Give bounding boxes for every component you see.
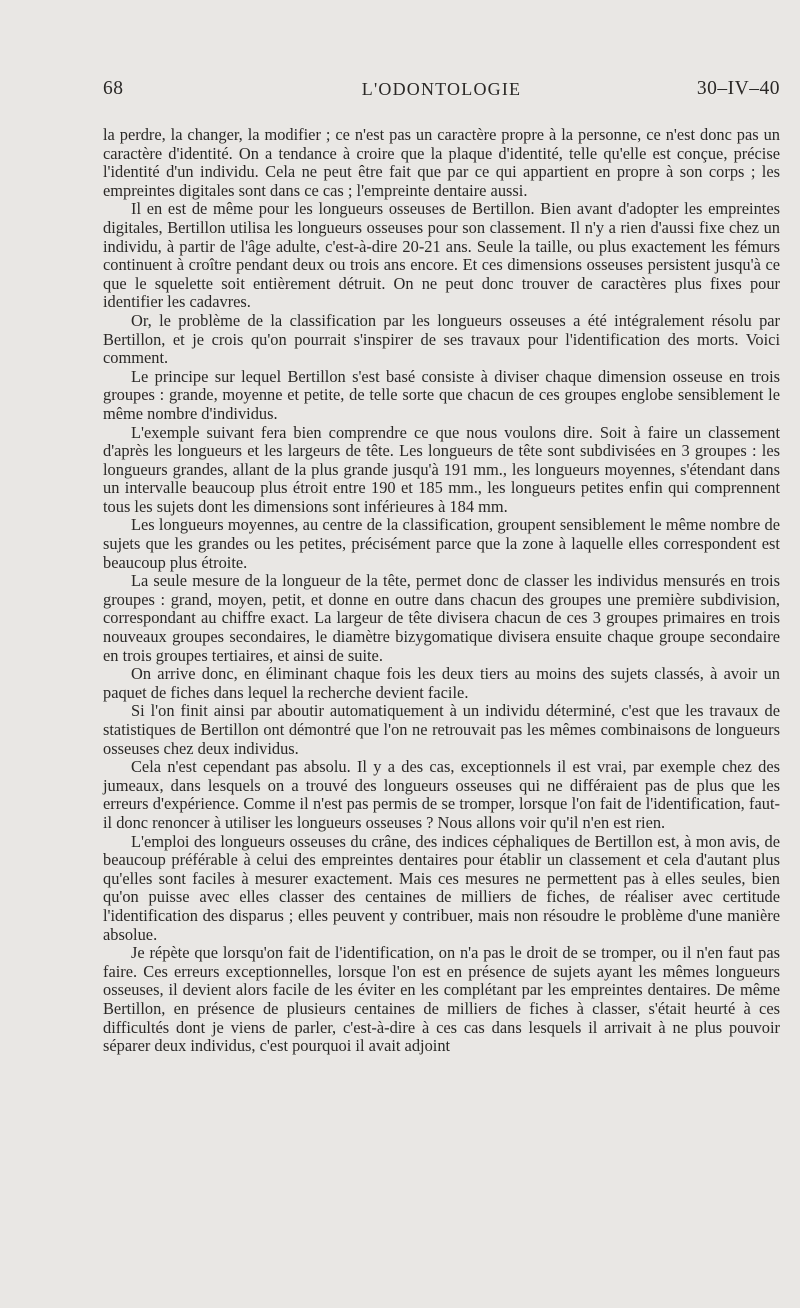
paragraph: Si l'on finit ainsi par aboutir automatiquement à un individu déterminé, c'est que les travaux de statistiques de Bertillon ont démontré que l'on ne retrouvait pas les mêmes combinaisons de longueurs osseuses chez deux individus. [103, 701, 780, 758]
page-number: 68 [103, 78, 124, 99]
issue-date: 30–IV–40 [696, 78, 780, 99]
paragraph: Je répète que lorsqu'on fait de l'identification, on n'a pas le droit de se tromper, ou il n'en faut pas faire. Ces erreurs exceptionnelles, lorsque l'on est en présence de sujets ayant les mêmes longueurs osseuses, il devient alors facile de les éviter en les complétant par les empreintes dentaires. De même Bertillon, en présence de plusieurs centaines de milliers de fiches à classer, s'était heurté à ces difficultés dont je viens de parler, c'est-à-dire à ces cas dans lesquels il arrivait à ne plus pouvoir séparer deux individus, c'est pourquoi il avait adjoint [103, 943, 780, 1056]
paragraph: La seule mesure de la longueur de la tête, permet donc de classer les individus mensurés en trois groupes : grand, moyen, petit, et donne en outre dans chacun des groupes une première subdivision, correspondant au chiffre exact. La largeur de tête divisera chacun de ces 3 groupes primaires en trois nouveaux groupes secondaires, le diamètre bizygomatique divisera ensuite chaque groupe secondaire en trois groupes tertiaires, et ainsi de suite. [103, 571, 780, 665]
journal-title: L'ODONTOLOGIE [361, 79, 522, 99]
paragraph: Il en est de même pour les longueurs osseuses de Bertillon. Bien avant d'adopter les empreintes digitales, Bertillon utilisa les longueurs osseuses pour son classement. Il n'y a rien d'aussi fixe chez un individu, à partir de l'âge adulte, c'est-à-dire 20-21 ans. Seule la taille, ou plus exactement les fémurs continuent à croître pendant deux ou trois ans encore. Et ces dimensions osseuses persistent jusqu'à ce que le squelette soit entièrement détruit. On ne peut donc trouver de caractères plus fixes pour identifier les cadavres. [103, 199, 780, 312]
running-header [103, 78, 780, 104]
paragraph: L'emploi des longueurs osseuses du crâne, des indices céphaliques de Bertillon est, à mon avis, de beaucoup préférable à celui des empreintes dentaires pour établir un classement et cela d'autant plus qu'elles sont faciles à mesurer exactement. Mais ces mesures ne permettent pas à elles seules, bien qu'on puisse avec elles classer des centaines de milliers de fiches, de réaliser avec certitude l'identification des disparus ; elles peuvent y contribuer, mais non résoudre le problème d'une manière absolue. [103, 831, 780, 944]
paragraph: Or, le problème de la classification par les longueurs osseuses a été intégralement résolu par Bertillon, et je crois qu'on pourrait s'inspirer de ses travaux pour l'identification des morts. Voici comment. [103, 310, 780, 368]
paragraph: Le principe sur lequel Bertillon s'est basé consiste à diviser chaque dimension osseuse en trois groupes : grande, moyenne et petite, de telle sorte que chacun de ces groupes englobe sensiblement le même nombre d'individus. [103, 366, 780, 423]
paragraph: On arrive donc, en éliminant chaque fois les deux tiers au moins des sujets classés, à avoir un paquet de fiches dans lequel la recherche devient facile. [103, 664, 780, 702]
paragraph: Cela n'est cependant pas absolu. Il y a des cas, exceptionnels il est vrai, par exemple chez des jumeaux, dans lesquels on a trouvé des longueurs osseuses qui ne différaient pas de plus que les erreurs d'expérience. Comme il n'est pas permis de se tromper, lorsque l'on fait de l'identification, faut-il donc renoncer à utiliser les longueurs osseuses ? Nous allons voir qu'il n'en est rien. [103, 757, 780, 832]
body-text [103, 126, 780, 1056]
paragraph: Les longueurs moyennes, au centre de la classification, groupent sensiblement le même nombre de sujets que les grandes ou les petites, précisément parce que la zone à laquelle elles correspondent est beaucoup plus étroite. [103, 515, 780, 572]
paragraph: la perdre, la changer, la modifier ; ce n'est pas un caractère propre à la personne, ce n'est donc pas un caractère d'identité. On a tendance à croire que la plaque d'identité, telle qu'elle est conçue, précise l'identité d'un individu. Cela ne peut être fait que par ce qui appartient en propre à son corps ; les empreintes digitales sont dans ce cas ; l'empreinte dentaire aussi. [103, 125, 780, 200]
paragraph: L'exemple suivant fera bien comprendre ce que nous voulons dire. Soit à faire un classement d'après les longueurs et les largeurs de tête. Les longueurs de tête sont subdivisées en 3 groupes : les longueurs grandes, allant de la plus grande jusqu'à 191 mm., les longueurs moyennes, s'étendant dans un intervalle beaucoup plus étroit entre 190 et 185 mm., les longueurs petites enfin qui comprennent tous les sujets dont les dimensions sont inférieures à 184 mm. [103, 422, 780, 516]
